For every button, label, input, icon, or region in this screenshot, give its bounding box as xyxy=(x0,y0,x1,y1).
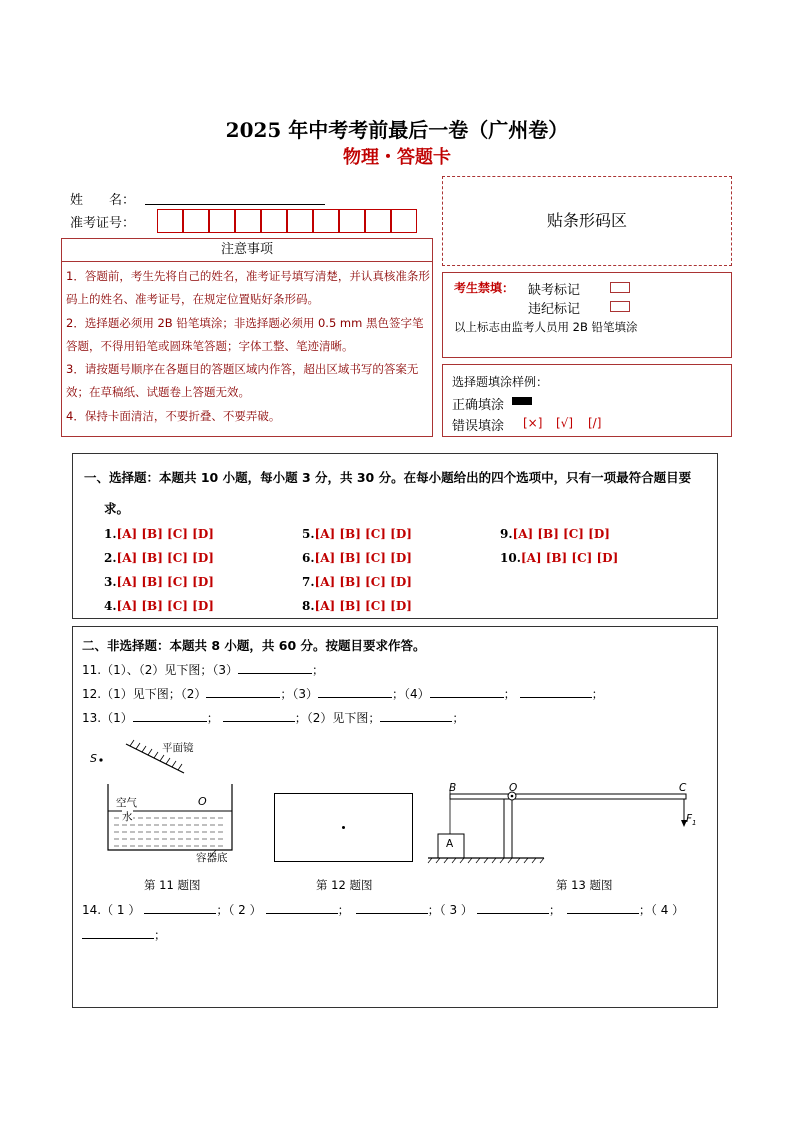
answer-blank[interactable] xyxy=(430,685,504,698)
notice-item: 1．答题前，考生先将自己的姓名，准考证号填写清楚，并认真核准条形码上的姓名、准考证号，在规定位置贴好条形码。 xyxy=(66,269,430,306)
id-cell[interactable] xyxy=(339,209,365,233)
fig12-caption: 第 12 题图 xyxy=(316,878,373,892)
answer-blank[interactable] xyxy=(477,901,549,914)
answer-blank[interactable] xyxy=(266,901,338,914)
id-cell[interactable] xyxy=(157,209,183,233)
id-cell[interactable] xyxy=(391,209,417,233)
notice-title: 注意事项 xyxy=(62,239,432,262)
answer-blank[interactable] xyxy=(223,709,295,722)
barcode-area xyxy=(442,176,732,266)
wrong-mark: [×] xyxy=(523,416,543,430)
choice-row-2[interactable]: 2.[A] [B] [C] [D] xyxy=(104,551,214,565)
notice-item: 3．请按题号顺序在各题目的答题区域内作答，超出区域书写的答案无效；在草稿纸、试题卷上答题无效。 xyxy=(66,362,419,399)
section2-heading: 二、非选择题：本题共 8 小题，共 60 分。按题目要求作答。 xyxy=(82,638,426,653)
answer-blank[interactable] xyxy=(567,901,639,914)
choice-row-10[interactable]: 10.[A] [B] [C] [D] xyxy=(500,551,619,565)
page-title: 2025 年中考考前最后一卷（广州卷） xyxy=(225,118,569,142)
fig11-mirror-label: 平面镜 xyxy=(162,742,194,754)
wrong-fill-label: 错误填涂 xyxy=(452,419,505,434)
fig11-caption: 第 11 题图 xyxy=(144,878,201,892)
fig11-bottom-label: 容器底 xyxy=(196,852,228,864)
fig13-caption: 第 13 题图 xyxy=(556,878,613,892)
answer-line-14: 14.（ 1 ） ；（ 2 ） ； ；（ 3 ） ； ；（ 4 ） xyxy=(82,903,685,917)
fig13-o-label: O xyxy=(509,782,518,794)
answer-blank[interactable] xyxy=(380,709,452,722)
section1-heading-cont: 求。 xyxy=(104,501,130,516)
id-cell[interactable] xyxy=(183,209,209,233)
notice-item: 2．选择题必须用 2B 铅笔填涂；非选择题必须用 0.5 mm 黑色签字笔答题，不得用铅笔或圆珠笔答题；字体工整、笔迹清晰。 xyxy=(66,316,424,353)
fig11-point-label: S xyxy=(90,752,97,765)
name-field[interactable] xyxy=(145,204,325,205)
answer-blank[interactable] xyxy=(520,685,592,698)
absent-mark-box[interactable] xyxy=(610,282,630,293)
id-cell[interactable] xyxy=(365,209,391,233)
fig13-block-label: A xyxy=(446,838,454,850)
figure-12-frame xyxy=(274,793,413,862)
absent-label: 缺考标记 xyxy=(528,283,581,298)
forbidden-note: 以上标志由监考人员用 2B 铅笔填涂 xyxy=(454,320,638,334)
fig13-c-label: C xyxy=(679,782,687,794)
choice-row-4[interactable]: 4.[A] [B] [C] [D] xyxy=(104,599,214,613)
fig11-o-label: O xyxy=(198,795,207,808)
answer-line-12: 12.（1）见下图；（2） ；（3） ；（4） ； ； xyxy=(82,687,604,701)
answer-blank[interactable] xyxy=(356,901,428,914)
lever-bar xyxy=(450,794,686,799)
forbidden-title: 考生禁填： xyxy=(454,281,515,295)
answer-blank[interactable] xyxy=(238,661,312,674)
id-cell[interactable] xyxy=(261,209,287,233)
choice-row-3[interactable]: 3.[A] [B] [C] [D] xyxy=(104,575,214,589)
section1-heading: 一、选择题：本题共 10 小题，每小题 3 分，共 30 分。在每小题给出的四个选项中，只有一项最符合题目要 xyxy=(84,470,692,485)
choice-row-6[interactable]: 6.[A] [B] [C] [D] xyxy=(302,551,412,565)
answer-blank[interactable] xyxy=(133,709,207,722)
barcode-label: 贴条形码区 xyxy=(546,211,627,230)
wrong-mark: [/] xyxy=(588,416,602,430)
fig11-water-label: 水 xyxy=(122,811,133,823)
point-s xyxy=(99,758,102,761)
answer-line-14-cont: ； xyxy=(82,926,166,943)
id-cell[interactable] xyxy=(235,209,261,233)
ground-hatching xyxy=(428,858,544,863)
page-subtitle: 物理・答题卡 xyxy=(343,147,451,168)
choice-row-8[interactable]: 8.[A] [B] [C] [D] xyxy=(302,599,412,613)
figure-13 xyxy=(426,780,706,866)
fig13-force-label: $F_1$ xyxy=(686,813,697,828)
notice-item: 4．保持卡面清洁，不要折叠、不要弄破。 xyxy=(66,409,281,423)
choice-row-1[interactable]: 1.[A] [B] [C] [D] xyxy=(104,527,214,541)
fig11-air-label: 空气 xyxy=(116,797,137,809)
violation-label: 违纪标记 xyxy=(528,302,581,317)
choice-row-7[interactable]: 7.[A] [B] [C] [D] xyxy=(302,575,412,589)
name-label: 姓 名： xyxy=(70,193,136,208)
correct-fill-mark xyxy=(512,397,532,405)
answer-blank[interactable] xyxy=(318,685,392,698)
wrong-mark: [√] xyxy=(556,416,574,430)
answer-blank[interactable] xyxy=(82,926,154,939)
answer-line-13: 13.（1） ； ；（2）见下图； ； xyxy=(82,711,465,725)
fig13-b-label: B xyxy=(449,782,457,794)
id-cell[interactable] xyxy=(287,209,313,233)
answer-blank[interactable] xyxy=(206,685,280,698)
fig12-point xyxy=(342,826,345,829)
support-post xyxy=(504,799,512,858)
answer-blank[interactable] xyxy=(144,901,216,914)
choice-row-9[interactable]: 9.[A] [B] [C] [D] xyxy=(500,527,610,541)
answer-line-11: 11.（1）、（2）见下图；（3） ； xyxy=(82,663,325,677)
id-label: 准考证号： xyxy=(70,216,136,231)
choice-row-5[interactable]: 5.[A] [B] [C] [D] xyxy=(302,527,412,541)
id-cell[interactable] xyxy=(209,209,235,233)
sample-title: 选择题填涂样例： xyxy=(452,375,549,389)
correct-fill-label: 正确填涂 xyxy=(452,398,505,413)
figure-11 xyxy=(84,736,244,866)
violation-mark-box[interactable] xyxy=(610,301,630,312)
id-cell[interactable] xyxy=(313,209,339,233)
